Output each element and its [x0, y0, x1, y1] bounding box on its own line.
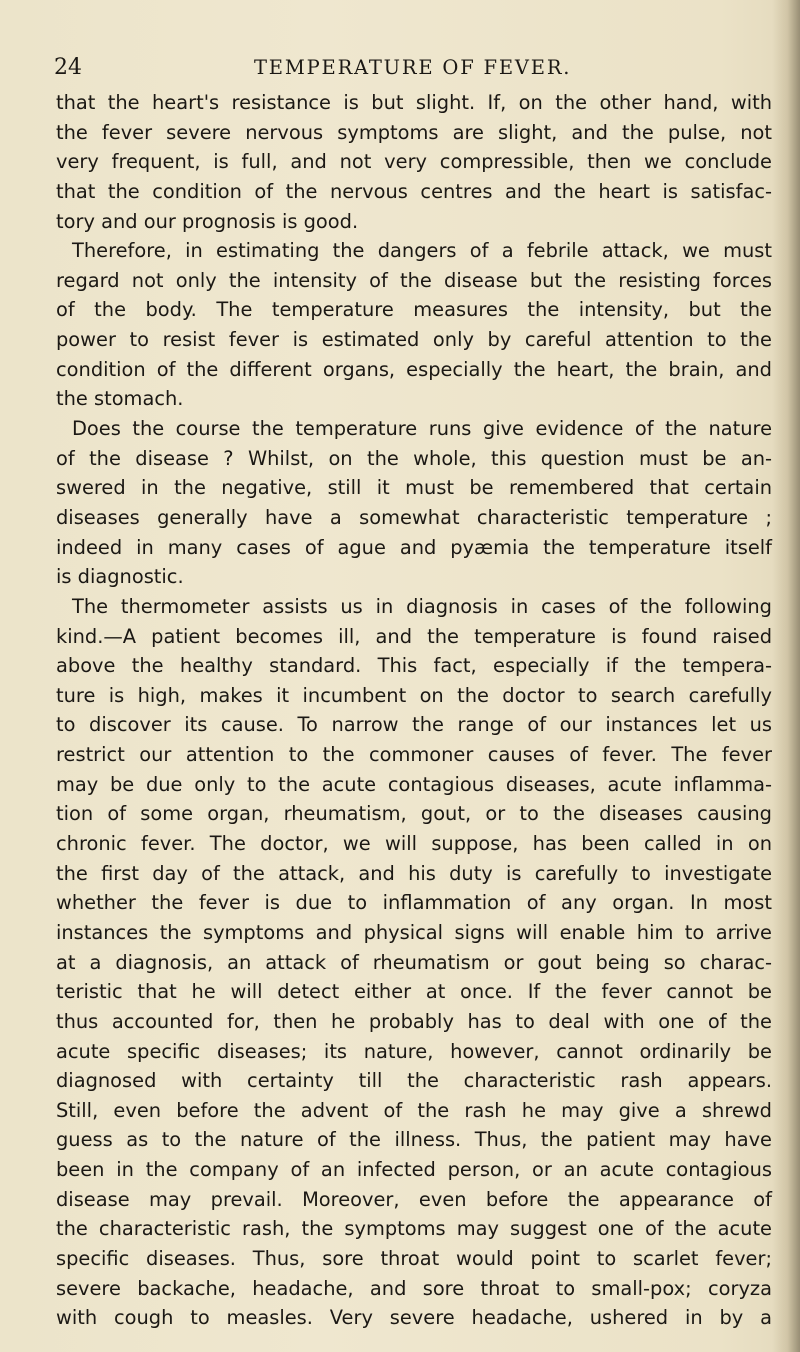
- text-line: teristic that he will detect either at once. If the fever cannot be: [56, 980, 772, 1004]
- text-line: of the disease ? Whilst, on the whole, this question must be an-: [56, 446, 772, 470]
- text-line: at a diagnosis, an attack of rheumatism or gout being so charac-: [56, 950, 772, 974]
- text-line: that the heart's resistance is but slight. If, on the other hand, with: [56, 91, 772, 114]
- text-line: thus accounted for, then he probably has to deal with one of the: [56, 1009, 772, 1033]
- text-line: instances the symptoms and physical signs will enable him to arrive: [56, 920, 772, 944]
- text-line: condition of the different organs, especially the heart, the brain, and: [56, 357, 772, 381]
- text-line: tory and our prognosis is good.: [56, 209, 359, 233]
- text-line: been in the company of an infected person, or an acute contagious: [56, 1158, 772, 1182]
- text-line: is diagnostic.: [56, 565, 184, 589]
- text-line: tion of some organ, rheumatism, gout, or to the diseases causing: [56, 802, 772, 826]
- text-line: the characteristic rash, the symptoms may suggest one of the acute: [56, 1217, 772, 1241]
- text-line: whether the fever is due to inflammation of any organ. In most: [56, 891, 772, 915]
- text-line: ture is high, makes it incumbent on the doctor to search carefully: [56, 683, 772, 707]
- text-line: regard not only the intensity of the disease but the resisting forces: [56, 268, 772, 292]
- text-line: diagnosed with certainty till the characteristic rash appears.: [56, 1069, 772, 1093]
- text-line: very frequent, is full, and not very compressible, then we conclude: [56, 150, 772, 174]
- text-line: acute specific diseases; its nature, however, cannot ordinarily be: [56, 1039, 772, 1063]
- text-line: with cough to measles. Very severe headache, ushered in by a: [56, 1306, 772, 1330]
- text-line: kind.—A patient becomes ill, and the temperature is found raised: [56, 624, 772, 648]
- text-line: disease may prevail. Moreover, even before the appearance of: [56, 1187, 772, 1211]
- page-number: 24: [54, 55, 82, 80]
- text-line: above the healthy standard. This fact, especially if the tempera-: [56, 654, 772, 678]
- page-gutter-shadow: [772, 0, 800, 1352]
- running-head: TEMPERATURE OF FEVER.: [254, 56, 572, 79]
- body-text: [56, 88, 772, 1333]
- text-line: diseases generally have a somewhat characteristic temperature ;: [56, 505, 772, 529]
- text-line: Still, even before the advent of the rash he may give a shrewd: [56, 1098, 772, 1122]
- text-line: guess as to the nature of the illness. Thus, the patient may have: [56, 1128, 772, 1152]
- text-line: Does the course the temperature runs give evidence of the nature: [72, 417, 772, 441]
- text-line: that the condition of the nervous centres and the heart is satisfac-: [56, 179, 772, 203]
- page-header: [54, 53, 754, 83]
- text-line: The thermometer assists us in diagnosis in cases of the following: [72, 594, 772, 618]
- text-line: the fever severe nervous symptoms are slight, and the pulse, not: [56, 120, 772, 144]
- text-line: chronic fever. The doctor, we will suppose, has been called in on: [56, 832, 772, 856]
- text-line: may be due only to the acute contagious diseases, acute inflamma-: [56, 772, 772, 796]
- text-line: indeed in many cases of ague and pyæmia the temperature itself: [56, 535, 772, 559]
- text-line: the first day of the attack, and his duty is carefully to investigate: [56, 861, 772, 885]
- text-line: swered in the negative, still it must be remembered that certain: [56, 476, 772, 500]
- text-line: restrict our attention to the commoner causes of fever. The fever: [56, 743, 772, 767]
- text-line: severe backache, headache, and sore throat to small-pox; coryza: [56, 1276, 772, 1300]
- text-line: power to resist fever is estimated only by careful attention to the: [56, 328, 772, 352]
- text-line: Therefore, in estimating the dangers of a febrile attack, we must: [72, 239, 772, 263]
- text-line: the stomach.: [56, 387, 184, 411]
- text-line: to discover its cause. To narrow the range of our instances let us: [56, 713, 772, 737]
- text-line: of the body. The temperature measures the intensity, but the: [56, 298, 772, 322]
- text-line: specific diseases. Thus, sore throat would point to scarlet fever;: [56, 1246, 772, 1270]
